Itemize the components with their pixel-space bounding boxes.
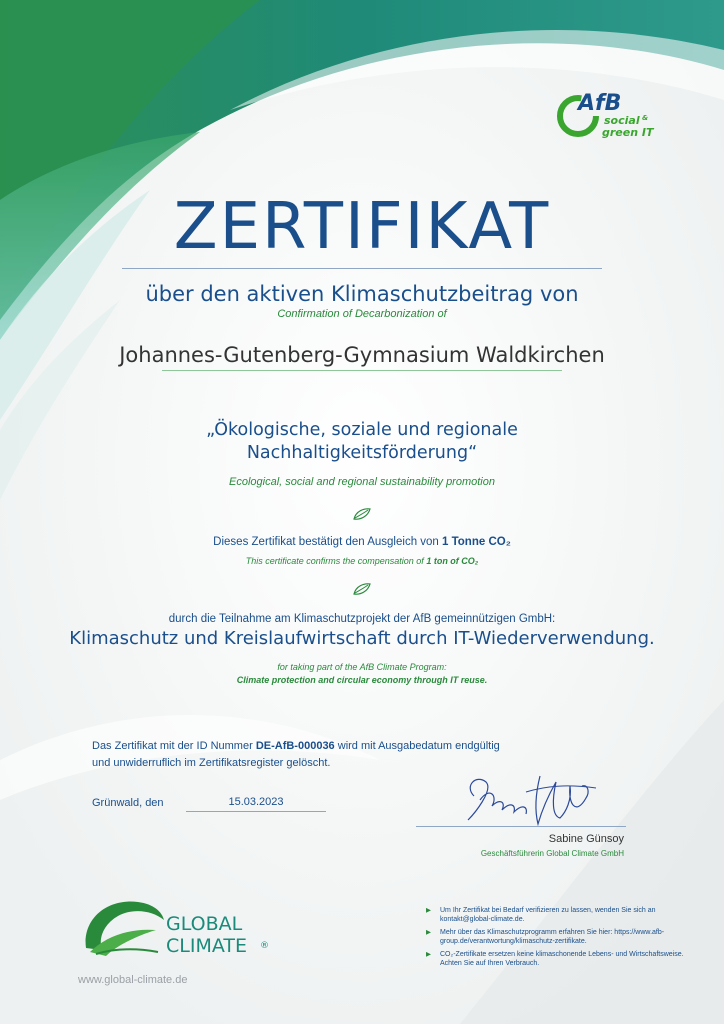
leaf-icon — [352, 582, 372, 596]
certificate-subtitle-en: Confirmation of Decarbonization of — [277, 308, 447, 320]
certificate-subtitle: über den aktiven Klimaschutzbeitrag von — [145, 282, 579, 306]
program-statement-en: for taking part of the AfB Climate Program: — [277, 662, 447, 672]
note-item: ▶ Um Ihr Zertifikat bei Bedarf verifizieren zu lassen, wenden Sie sich an kontakt@global-climate.de. — [426, 906, 688, 925]
svg-text:CLIMATE: CLIMATE — [166, 935, 247, 957]
svg-text:green IT: green IT — [602, 126, 654, 139]
global-climate-logo — [76, 890, 276, 960]
compensation-statement — [0, 536, 724, 548]
signer-name: Sabine Günsoy — [548, 833, 624, 845]
date-line — [186, 811, 326, 812]
compensation-amount: 1 Tonne CO₂ — [442, 536, 511, 548]
compensation-statement-en — [0, 556, 724, 566]
compensation-text-en: This certificate confirms the compensation of — [245, 556, 427, 566]
id-statement-line-2: und unwiderruflich im Zertifikatsregister gelöscht. — [92, 757, 331, 769]
leaf-icon — [352, 507, 372, 521]
signer-role: Geschäftsführerin Global Climate GmbH — [480, 849, 624, 858]
signature-line — [416, 826, 626, 827]
svg-text:®: ® — [260, 941, 269, 951]
certificate-title: ZERTIFIKAT — [173, 190, 551, 264]
note-item: ▶ CO₂-Zertifikate ersetzen keine klimaschonende Lebens- und Wirtschaftsweise. Achten Sie auf Ihren Verbrauch. — [426, 950, 688, 969]
compensation-text: Dieses Zertifikat bestätigt den Ausgleich von — [213, 536, 443, 548]
title-divider — [122, 268, 602, 269]
afb-logo — [556, 88, 666, 144]
note-item: ▶ Mehr über das Klimaschutzprogramm erfahren Sie hier: https://www.afb-group.de/verantwortung/klimaschutz-zertifikate. — [426, 928, 688, 947]
id-suffix: wird mit Ausgabedatum endgültig — [334, 740, 500, 752]
certificate-id: DE-AfB-000036 — [255, 740, 335, 752]
motto-en: Ecological, social and regional sustainability promotion — [229, 476, 495, 488]
program-name-en: Climate protection and circular economy through IT reuse. — [236, 675, 488, 685]
svg-text:social: social — [604, 114, 640, 127]
id-prefix: Das Zertifikat mit der ID Nummer — [92, 740, 256, 752]
project-name: Klimaschutz und Kreislaufwirtschaft durch IT-Wiederverwendung. — [69, 628, 655, 649]
motto — [0, 419, 724, 465]
recipient-divider — [162, 370, 562, 371]
participation-statement: durch die Teilnahme am Klimaschutzprojekt der AfB gemeinnützigen GmbH: — [168, 613, 556, 625]
issue-place: Grünwald, den — [92, 797, 164, 809]
id-statement-line-1 — [92, 738, 612, 755]
motto-line-2: Nachhaltigkeitsförderung“ — [246, 443, 478, 463]
handwritten-signature — [456, 756, 606, 836]
svg-text:AfB: AfB — [578, 91, 622, 116]
svg-text:&: & — [642, 114, 649, 122]
footer-notes — [426, 906, 688, 971]
compensation-amount-en: 1 ton of CO₂ — [426, 556, 479, 566]
motto-line-1: „Ökologische, soziale und regionale — [206, 420, 518, 440]
recipient-name: Johannes-Gutenberg-Gymnasium Waldkirchen — [119, 343, 605, 367]
website-url: www.global-climate.de — [78, 974, 188, 986]
svg-text:GLOBAL: GLOBAL — [166, 913, 243, 935]
issue-date: 15.03.2023 — [228, 796, 284, 808]
